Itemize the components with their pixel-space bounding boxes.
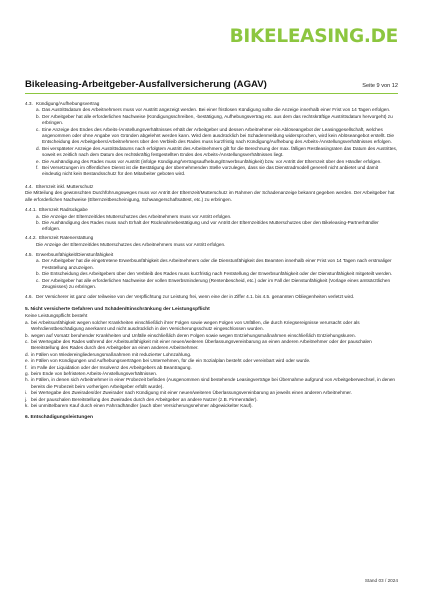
document-title: Bikeleasing-Arbeitgeber-Ausfallversicherung (AGAV) (25, 79, 267, 90)
list-item: k. bei unmittelbarem Kauf durch einen Fahrradhändler (auch über Versicherungsnehmer abgewickelter Kauf). (25, 402, 253, 408)
section-4-6 (25, 294, 398, 300)
list-item: b. Die Aushändigung des Rades muss nach Erhalt der Rücknahmebestätigung und vor Antritt der Elternzeit/des Mutterschutzes über den Bikeleasing-Partnerhändler erfolgen. (36, 219, 379, 232)
page-header (25, 79, 398, 94)
list-item: j. bei der pauschalen Bereitstellung des Zweirades durch den Arbeitgeber an andere Nutzer (z.B. Firmenräder). (25, 396, 258, 402)
list-item: a. Die Anzeige der Elternzeit/des Mutterschutzes des Arbeitnehmers muss vor Antritt erfolgen. (36, 213, 232, 219)
header-divider (25, 93, 398, 94)
section-title: Elternzeit Radrückgabe (39, 207, 88, 213)
section-list (36, 214, 398, 233)
list-item: f. im Falle der Liquidation oder der Insolvenz des Arbeitgebers ab Beantragung. (25, 364, 192, 370)
list-item: d. Bei verspäteter Anzeige des Austrittsdatums nach erfolgtem Austritt des Arbeitnehmers gilt für die Berechnung der max. fälligen Restleasingraten das Datum des Austrittes, soweit es zeitlich nach dem Datum des rechtskräftig festgestellten Endes des Arbeits-/Anstellungsverhältnisses liegt. (36, 145, 398, 158)
list-item: b. Der Arbeitgeber hat alle erforderlichen Nachweise (Kündigungsschreiben, -bestätigung, Aufhebungsvertrag etc. aus dem das rechtskräftige Austrittsdatum hervorgeht) zu erbringen. (36, 113, 393, 126)
section-title: Kündigung/Aufhebungsvertrag (36, 101, 100, 106)
section-4-3 (25, 101, 398, 178)
section-5-list (25, 320, 398, 410)
header-row (25, 79, 398, 90)
section-title: Elternzeit Ratenerstattung (39, 235, 94, 241)
section-6-heading: 6. Entschädigungsleistungen (25, 415, 93, 421)
section-paragraph: Die Anzeige der Elternzeit/des Mutterschutzes des Arbeitnehmers muss vor Antritt erfolgen. (36, 241, 226, 247)
section-title: Erwerbsunfähigkeit/Dienstunfähigkeit (36, 252, 114, 258)
document-body (25, 101, 398, 422)
bikeleasing-logo: BIKELEASING.DE (229, 26, 398, 47)
section-paragraph: Der Versicherer ist ganz oder teilweise von der Verpflichtung zur Leistung frei, wenn eine der in Ziffer 4.1. bis 4.5. genannten Obliegenheiten verletzt wird. (36, 294, 355, 300)
section-number: 4.4. (25, 183, 33, 189)
list-item: h. in Fällen, in denen sich Arbeitnehmer in einer Probezeit befinden (Ausgenommen sind bestehende Leasingverträge bei Übernahme aufgrund von Arbeitgeberwechsel, in denen bereits die Probezeit beim vorherigen Arbeitgeber erfüllt wurde). (25, 377, 396, 389)
list-item: g. beim Ende von befristeten Arbeits-/Anstellungsverhältnissen. (25, 370, 158, 376)
list-item: e. in Fällen von Kündigungen und Aufhebungsverträgen bei Unternehmen, für die ein Sozialplan besteht oder vereinbart wird oder wurde. (25, 358, 311, 364)
section-number: 4.3. (25, 101, 33, 106)
section-number: 4.6. (25, 294, 33, 300)
section-title: Elternzeit inkl. Mutterschutz (36, 183, 94, 189)
list-item: a. Der Arbeitgeber hat die eingetretene Erwerbsunfähigkeit des Arbeitnehmers oder die Dienstunfähigkeit des Beamten innerhalb einer Frist von 14 Tagen nach erstmaliger Feststellung anzuzeigen. (36, 258, 392, 270)
list-item: a. Das Austrittsdatum des Arbeitnehmers muss vor Austritt angezeigt werden. Bei einer fristlosen Kündigung sollte die Anzeige innerhalb einer Frist von 14 Tagen erfolgen. (36, 107, 391, 113)
section-5-heading: 5. Nicht versicherte Gefahren und Schäden/Einschränkung der Leistungspflicht (25, 306, 210, 312)
section-paragraph: Die Mitteilung des gewünschten Durchführungsweges muss vor Antritt der Elternzeit/Mutterschutz im Rahmen der Schadenanzeige bekannt gegeben werden. Der Arbeitgeber hat alle erforderlichen Nachweise (Elternzeitbescheinigung, Schwangerschaftsattest, etc.) zu erbringen. (25, 190, 395, 202)
section-number: 4.4.1. (25, 207, 37, 213)
page-number: Seite 9 von 12 (362, 83, 398, 89)
section-4-4-2 (25, 235, 398, 241)
section-number: 4.4.2. (25, 235, 37, 241)
section-list (36, 107, 398, 177)
section-number: 4.5. (25, 252, 33, 258)
section-list (36, 258, 398, 290)
section-4-5 (25, 252, 398, 290)
footer-version: Stand 03 / 2024 (364, 578, 398, 583)
list-item: b. wegen auf Vorsatz beruhender Krankheiten und Unfälle einschließlich deren Folgen sowie wegen Entziehungsmaßnahmen einschließlich Entziehungskuren. (25, 332, 356, 338)
list-item: f. Bei Versetzungen im öffentlichen Dienst ist die Bestätigung der übernehmenden Stelle vorzulegen, dass sie das Dienstradmodell generell nicht anbietet und damit eindeutig nicht kein Bestandsschutz für den Mitarbeiter geboten wird. (36, 165, 379, 177)
list-item: b. Die Entscheidung des Arbeitgebers über den Verbleib des Rades muss kurzfristig nach Feststellung der Erwerbsunfähigkeit oder der Dienstunfähigkeit mitgeteilt werden. (36, 271, 393, 277)
list-item: c. bei Wertegabe des Rades während der Arbeitsunfähigkeit mit einer neuen/weiteren Überlassungsvereinbarung an einen anderen Arbeitnehmer oder der pauschalen Bereitstellung des Rades durch den Arbeitgeber an einen anderen Arbeitnehmer. (25, 338, 372, 351)
list-item: d. in Fällen von Wiedereingliederungsmaßnahmen mit reduzierter Lohnzahlung. (25, 351, 192, 357)
list-item: i. bei Wertegabe des Zweirades/der Zweirader nach Kündigung mit einer neuen/weiteren Überlassungsvereinbarung an jeweils einen anderen Arbeitnehmer. (25, 390, 352, 396)
list-item: c. Der Arbeitgeber hat alle erforderlichen Nachweise der vollen Erwerbsminderung (Rentenbescheid, etc.) oder im Fall der Dienstunfähigkeit (Vorlage eines amtsärztlichen Zeugnisses) zu erbringen. (36, 277, 391, 290)
section-5-intro: Keine Leistungspflicht besteht (25, 313, 88, 319)
list-item: e. Die Aushändigung des Rades muss vor Austritt (infolge Kündigung/Vertragsaufhebung/Erwerbsunfähigkeit) bzw. vor Antritt der Elternzeit über den Händler erfolgen. (36, 158, 382, 164)
list-item: a. bei Arbeitsunfähigkeit wegen solcher Krankheiten einschließlich ihrer Folgen sowie wegen Folgen von Unfällen, die durch Kriegsereignisse verursacht oder als Wehrdienstbeschädigung anerkannt und nicht ausdrücklich in den Versicherungsschutz eingeschlossen wurden. (25, 319, 360, 332)
list-item: c. Eine Anzeige des Endes des Arbeits-/Anstellungsverhältnisses erhält der Arbeitgeber und dessen Arbeitnehmer ein Ablöseangebot der Leasinggesellschaft, welches angenommen oder ohne Angabe von Gründen abgelehnt werden kann. Wird dem ausdrücklich bei Schadenmeldung widersprochen, wird kein Ablöseangebot erstellt. Die Entscheidung des Arbeitgebers/Arbeitnehmers über den Verbleib des Rades muss kurzfristig nach Kündigung/Aufhebung des Arbeits-/Anstellungsverhältnisses erfolgen. (36, 126, 395, 145)
